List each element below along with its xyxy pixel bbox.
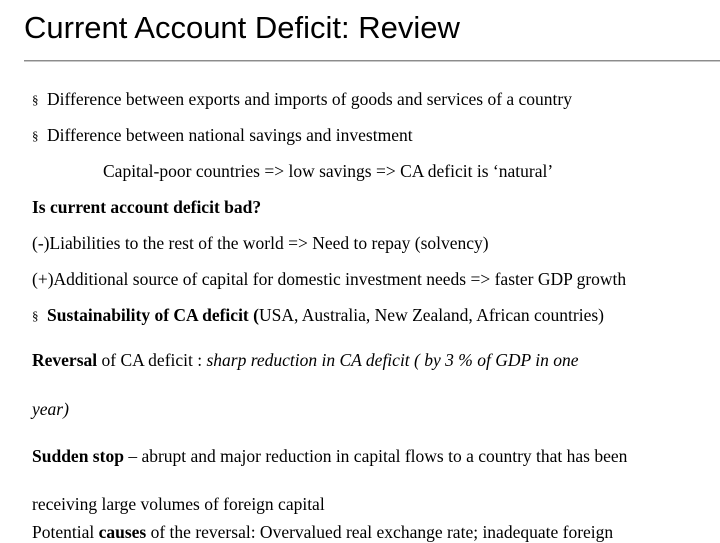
causes-prefix: Potential [32, 522, 99, 542]
sudden-stop-line [32, 445, 627, 467]
reversal-mid: of CA deficit : [97, 350, 207, 370]
bullet-icon: § [32, 308, 39, 323]
liabilities-line: (-)Liabilities to the rest of the world => Need to repay (solvency) [32, 233, 489, 253]
sudden-stop-definition: – abrupt and major reduction in capital flows to a country that has been [123, 446, 628, 466]
causes-rest: of the reversal: Overvalued real exchange rate; inadequate foreign [146, 522, 614, 542]
bullet-savings-investment [32, 124, 413, 147]
bullet-sustainability [32, 304, 604, 327]
line-text: Difference between national savings and investment [47, 125, 413, 145]
causes-term: causes [98, 522, 147, 542]
slide-title: Current Account Deficit: Review [24, 10, 460, 45]
reversal-line [32, 349, 578, 371]
reversal-definition-cont: year) [32, 399, 69, 419]
capital-poor-line: Capital-poor countries => low savings => CA deficit is ‘natural’ [103, 161, 554, 181]
reversal-definition: sharp reduction in CA deficit ( by 3 % of GDP in one [206, 350, 579, 370]
sudden-stop-term: Sudden stop [32, 446, 124, 466]
title-divider [24, 60, 720, 62]
bullet-icon: § [32, 92, 39, 107]
sustainability-countries: USA, Australia, New Zealand, African countries) [258, 305, 605, 325]
sustainability-term: Sustainability of CA deficit ( [47, 305, 259, 325]
additional-source-line: (+)Additional source of capital for domestic investment needs => faster GDP growth [32, 269, 627, 289]
sudden-stop-cont: receiving large volumes of foreign capital [32, 494, 325, 514]
bullet-icon: § [32, 128, 39, 143]
reversal-term: Reversal [32, 350, 98, 370]
question-heading: Is current account deficit bad? [32, 197, 262, 217]
bullet-exports-imports [32, 88, 572, 111]
line-text: Difference between exports and imports of goods and services of a country [47, 89, 572, 109]
